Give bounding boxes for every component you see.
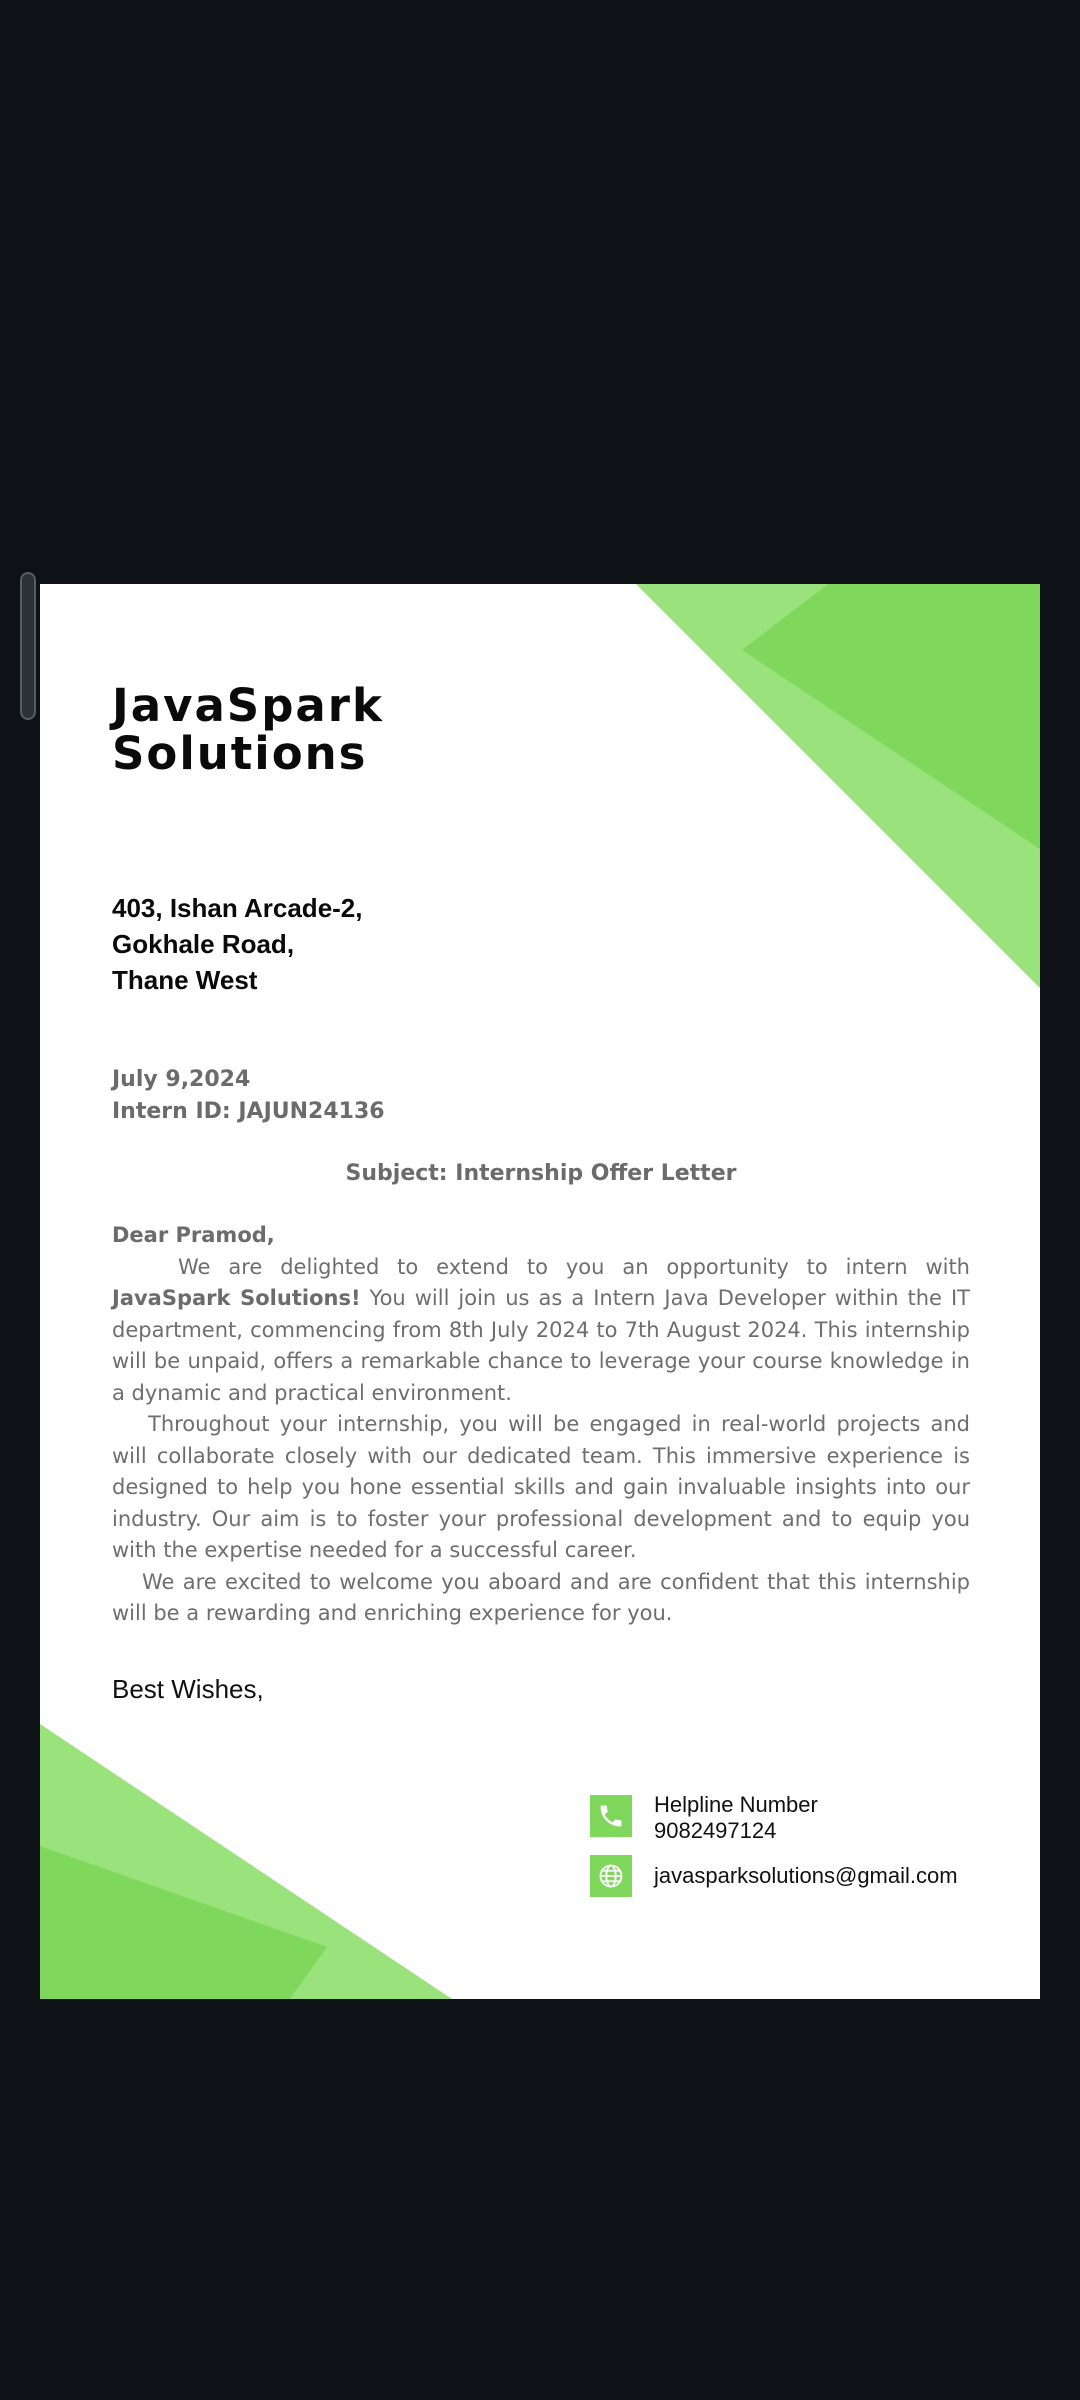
letter-greeting: Dear Pramod, — [112, 1223, 275, 1247]
helpline-label: Helpline Number — [654, 1792, 818, 1817]
globe-icon — [590, 1855, 632, 1897]
company-name-line1: JavaSpark — [112, 679, 384, 732]
scrollbar-thumb[interactable] — [20, 572, 36, 720]
letter-paragraph-2: Throughout your internship, you will be engaged in real-world projects and will collaborate closely with our dedicated team. This immersive experience is designed to help you hone essential skills and gain invaluable insights into our industry. Our aim is to foster your professional development and to equip you with the expertise needed for a successful career. — [112, 1412, 970, 1562]
letter-date: July 9,2024 — [112, 1067, 251, 1092]
letter-signoff: Best Wishes, — [112, 1674, 264, 1704]
address-line: Thane West — [112, 965, 258, 995]
phone-icon — [590, 1795, 632, 1837]
letter-paragraph-3: We are excited to welcome you aboard and are confident that this internship will be a rewarding and enriching experience for you. — [112, 1569, 970, 1625]
company-name-emphasis: JavaSpark Solutions! — [112, 1286, 361, 1310]
paragraph-text: We are delighted to extend to you an opportunity to intern with — [178, 1254, 970, 1279]
letter-meta — [112, 1064, 385, 1128]
company-address — [112, 890, 363, 998]
contact-email[interactable]: javasparksolutions@gmail.com — [654, 1863, 958, 1888]
company-name-line2: Solutions — [112, 727, 368, 780]
letter-subject: Subject: Internship Offer Letter — [345, 1161, 737, 1186]
offer-letter-page — [40, 584, 1040, 1999]
intern-id: Intern ID: JAJUN24136 — [112, 1099, 385, 1124]
paragraph-text: You will join us as a Intern Java Developer within the IT department, commencing from 8th July 2024 to 7th August 2024. This internship will be unpaid, offers a remarkable chance to leverage your course knowledge in a dynamic and practical environment. — [112, 1286, 970, 1405]
address-line: 403, Ishan Arcade-2, — [112, 893, 363, 923]
helpline-number: 9082497124 — [654, 1818, 777, 1843]
address-line: Gokhale Road, — [112, 929, 295, 959]
company-name — [112, 679, 384, 780]
letter-body — [112, 1220, 970, 1630]
letter-paragraph-1 — [112, 1252, 970, 1410]
